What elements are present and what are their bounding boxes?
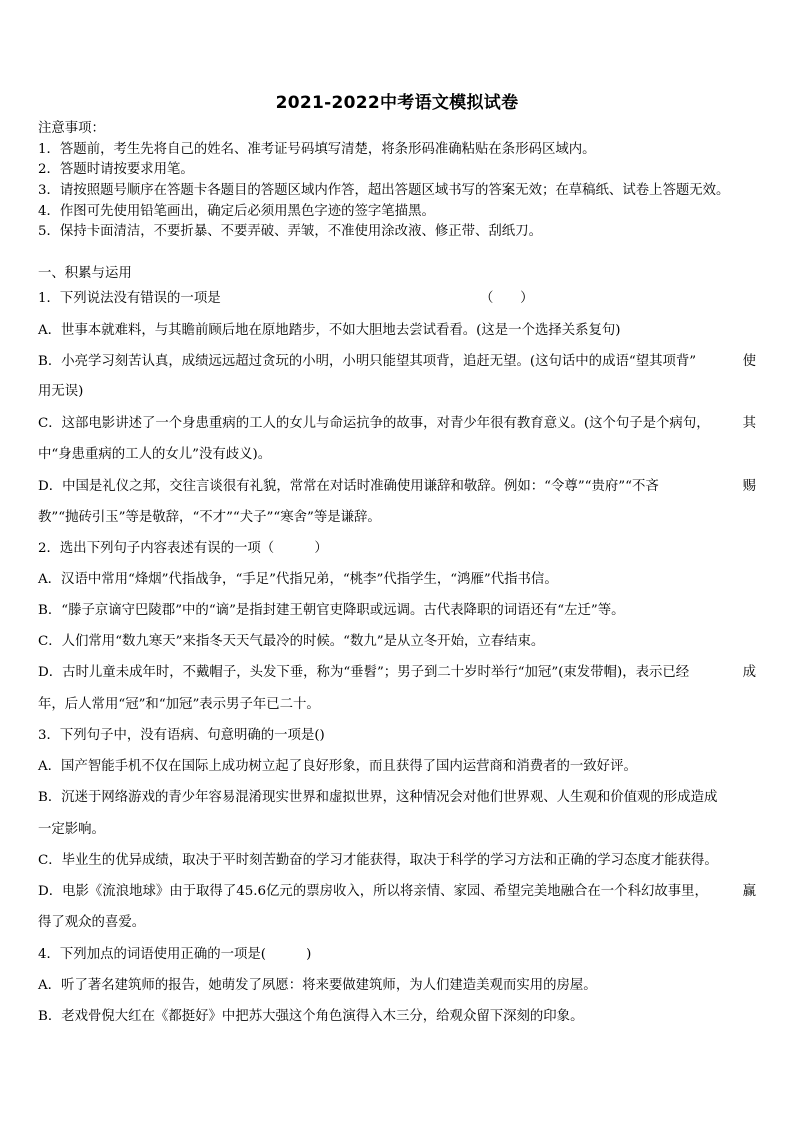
question-3-stem: 3．下列句子中，没有语病、句意明确的一项是() [38,728,325,743]
question-2-option-a: A．汉语中常用“烽烟”代指战争，“手足”代指兄弟，“桃李”代指学生，“鸿雁”代指书信。 [38,572,558,587]
question-4-option-a: A．听了著名建筑师的报告，她萌发了夙愿：将来要做建筑师，为人们建造美观而实用的房屋。 [38,978,597,993]
question-2-option-d-line1 [38,665,756,681]
question-1-option-b-text: B．小亮学习刻苦认真，成绩远远超过贪玩的小明，小明只能望其项背，追赶无望。(这句话中的成语“望其项背” [38,354,697,369]
notice-item-3: 3．请按照题号顺序在答题卡各题目的答题区域内作答，超出答题区域书写的答案无效；在草稿纸、试卷上答题无效。 [38,183,730,198]
question-3-option-b-line2: 一定影响。 [38,822,105,837]
question-3-option-d-text: D．电影《流浪地球》由于取得了45.6亿元的票房收入，所以将亲情、家园、希望完美地融合在一个科幻故事里， [38,884,708,899]
question-1-option-d-text: D．中国是礼仪之邦，交往言谈很有礼貌，常常在对话时准确使用谦辞和敬辞。例如：“令尊”“贵府”“不吝 [38,479,659,494]
notice-item-5: 5．保持卡面清洁，不要折暴、不要弄破、弄皱，不准使用涂改液、修正带、刮纸刀。 [38,224,542,239]
question-1-option-b-line2: 用无误) [38,384,84,399]
section-heading: 一、积累与运用 [38,266,132,281]
question-2-option-c: C．人们常用“数九寒天”来指冬天天气最冷的时候。“数九”是从立冬开始，立春结束。 [38,634,545,649]
question-1-option-d-line1 [38,479,756,495]
question-3-option-d-line2: 得了观众的喜爱。 [38,915,146,930]
question-1-option-c-tail: 其 [742,416,756,431]
question-1-option-d-line2: 教”“抛砖引玉”等是敬辞，“不才”“犬子”“寒舍”等是谦辞。 [38,510,381,525]
notice-heading: 注意事项： [38,121,105,136]
question-3-option-d-line1 [38,884,756,900]
question-1-stem: 1．下列说法没有错误的一项是 [38,291,221,306]
notice-item-1: 1．答题前，考生先将自己的姓名、准考证号码填写清楚，将条形码准确粘贴在条形码区域内。 [38,142,596,157]
question-4-option-b: B．老戏骨倪大红在《都挺好》中把苏大强这个角色演得入木三分，给观众留下深刻的印象。 [38,1009,584,1024]
exam-title: 2021-2022中考语文模拟试卷 [275,93,519,113]
question-2-option-d-line2: 年，后人常用“冠”和“加冠”表示男子年已二十。 [38,697,320,712]
question-4-stem: 4．下列加点的词语使用正确的一项是( ) [38,947,312,962]
question-2-stem: 2．选出下列句子内容表述有误的一项（ ） [38,541,328,556]
notice-item-2: 2．答题时请按要求用笔。 [38,162,194,177]
question-3-option-b-line1: B．沉迷于网络游戏的青少年容易混淆现实世界和虚拟世界，这种情况会对他们世界观、人生观和价值观的形成造成 [38,790,718,805]
question-1-option-c-text: C．这部电影讲述了一个身患重病的工人的女儿与命运抗争的故事，对青少年很有教育意义。(这个句子是个病句， [38,416,710,431]
question-1-option-c-line2: 中“身患重病的工人的女儿”没有歧义)。 [38,447,272,462]
question-1-option-c-line1 [38,416,756,432]
question-3-option-c: C．毕业生的优异成绩，取决于平时刻苦勤奋的学习才能获得，取决于科学的学习方法和正确的学习态度才能获得。 [38,853,718,868]
notice-item-4: 4．作图可先使用铅笔画出，确定后必须用黑色字迹的签字笔描黑。 [38,204,435,219]
question-1-option-b-line1 [38,354,756,370]
question-2-option-d-text: D．古时儿童未成年时，不戴帽子，头发下垂，称为“垂髫”；男子到二十岁时举行“加冠”(束发带帽)，表示已经 [38,665,690,680]
question-3-option-a: A．国产智能手机不仅在国际上成功树立起了良好形象，而且获得了国内运营商和消费者的一致好评。 [38,759,637,774]
question-1-answer-paren: （ ） [480,291,534,306]
question-1-option-a: A．世事本就难料，与其瞻前顾后地在原地踏步，不如大胆地去尝试看看。(这是一个选择关系复句) [38,323,621,338]
question-1-option-d-tail: 赐 [742,479,756,494]
question-1-option-b-tail: 使 [742,354,756,369]
question-2-option-d-tail: 成 [742,665,756,680]
question-3-option-d-tail: 赢 [742,884,756,899]
question-2-option-b: B．“滕子京谪守巴陵郡”中的“谪”是指封建王朝官吏降职或远调。古代表降职的词语还有“左迁”等。 [38,603,625,618]
